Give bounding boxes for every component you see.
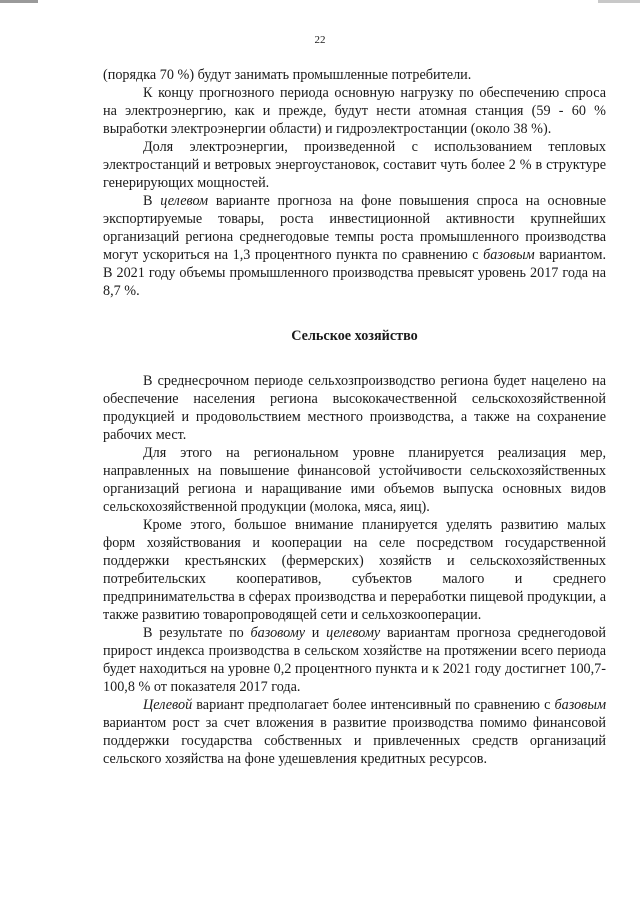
paragraph-text: вариант предполагает более интенсивный по сравнению с	[192, 697, 555, 713]
paragraph-text: Кроме этого, большое внимание планируется уделять развитию малых форм хозяйствования и кооперации на селе посредством государственной поддержки крестьянских (фермерских) хозяйств и сельскохозяйственных потребительских кооперативов, субъектов малого и среднего предпринимательства в сферах производства и переработки пищевой продукции, а также развитию товаропроводящей сети и сельхозкооперации.	[103, 517, 606, 623]
scan-edge-right	[598, 0, 640, 3]
paragraph-text: В результате по	[143, 625, 251, 641]
paragraph-text: В	[143, 193, 161, 209]
paragraph-text: вариантам прогноза среднегодовой прирост индекса производства в сельском хозяйстве на протяжении всего периода будет находиться на уровне 0,2 процентного пункта и к 2021 году достигнет 100,7-100,8 % от показателя 2017 года.	[103, 625, 606, 695]
paragraphs-bottom	[103, 372, 606, 768]
paragraph-text: и	[305, 625, 327, 641]
paragraph-text: варианте прогноза на фоне повышения спроса на основные экспортируемые товары, роста инвестиционной активности крупнейших организаций региона среднегодовые темпы роста промышленного производства могут ускориться на 1,3 процентного пункта по сравнению с	[103, 193, 607, 263]
paragraph-text: Доля электроэнергии, произведенной с использованием тепловых электростанций и ветровых энергоустановок, составит чуть более 2 % в структуре генерирующих мощностей.	[103, 139, 606, 191]
scan-edge-left	[0, 0, 38, 3]
paragraph	[103, 624, 606, 696]
paragraph-text: (порядка 70 %) будут занимать промышленные потребители.	[103, 67, 472, 83]
italic-term: целевому	[326, 625, 381, 641]
italic-term: Целевой	[143, 697, 193, 713]
paragraphs-top	[103, 66, 606, 300]
italic-term: базовому	[250, 625, 306, 641]
paragraph-text: вариантом рост за счет вложения в развитие производства помимо финансовой поддержки государства собственных и привлеченных средств организаций сельского хозяйства на фоне удешевления кредитных ресурсов.	[103, 715, 606, 767]
italic-term: базовым	[483, 247, 535, 263]
page-number: 22	[314, 34, 326, 46]
paragraph	[103, 516, 606, 624]
paragraph	[103, 444, 606, 516]
paragraph-text: В среднесрочном периоде сельхозпроизводство региона будет нацелено на обеспечение населения региона высококачественной сельскохозяйственной продукцией и продовольствием местного производства, а также на сохранение рабочих мест.	[103, 373, 606, 443]
paragraph	[103, 372, 606, 444]
section-heading: Сельское хозяйство	[291, 328, 418, 344]
paragraph	[103, 192, 606, 300]
paragraph-text: К концу прогнозного периода основную нагрузку по обеспечению спроса на электроэнергию, как и прежде, будут нести атомная станция (59 - 60 % выработки электроэнергии области) и гидроэлектростанции (около 38 %).	[103, 85, 606, 137]
paragraph	[103, 84, 606, 138]
document-body	[103, 66, 606, 768]
paragraph	[103, 138, 606, 192]
paragraph-text: Для этого на региональном уровне планируется реализация мер, направленных на повышение финансовой устойчивости сельскохозяйственных организаций региона и наращивание ими объемов выпуска основных видов сельскохозяйственной продукции (молока, мяса, яиц).	[103, 445, 606, 515]
paragraph-text: вариантом. В 2021 году объемы промышленного производства превысят уровень 2017 года на 8,7 %.	[103, 247, 606, 299]
paragraph	[103, 696, 606, 768]
italic-term: целевом	[160, 193, 209, 209]
paragraph	[103, 66, 606, 84]
italic-term: базовым	[554, 697, 606, 713]
